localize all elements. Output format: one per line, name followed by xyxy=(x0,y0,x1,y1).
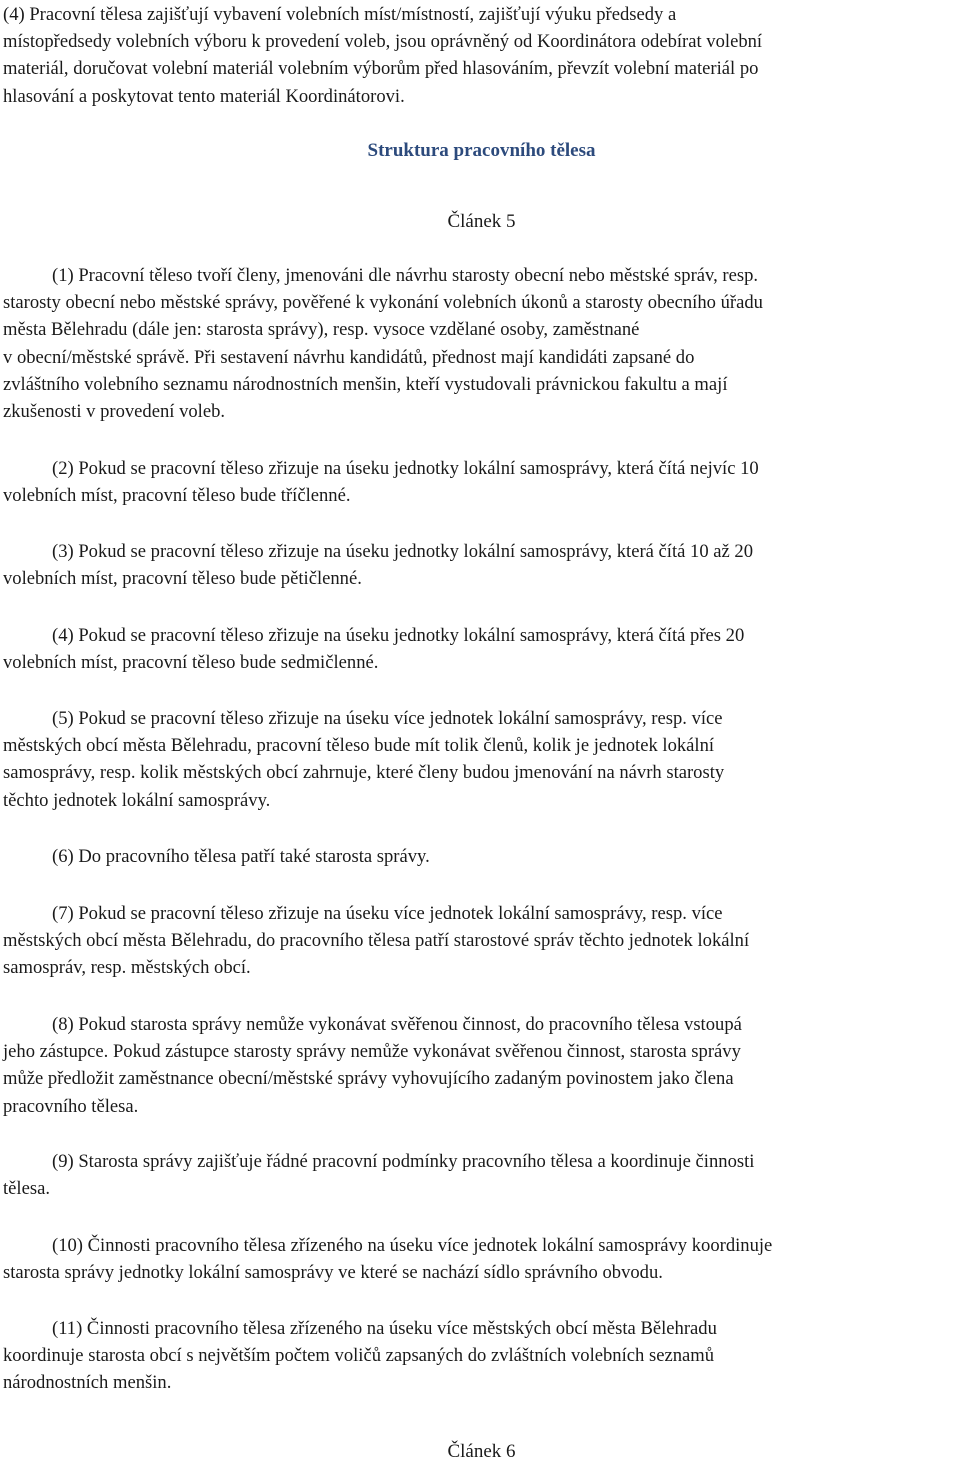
paragraph-9 xyxy=(3,1148,960,1202)
text-line: (10) Činnosti pracovního tělesa zřízeného na úseku více jednotek lokální samosprávy koordinuje xyxy=(52,1235,773,1256)
text-line: zvláštního volebního seznamu národnostních menšin, kteří vystudovali právnickou fakultu a mají xyxy=(3,373,728,395)
text-line: (7) Pokud se pracovní těleso zřizuje na úseku více jednotek lokální samosprávy, resp. více xyxy=(52,903,723,924)
text-line: materiál, doručovat volební materiál volebním výborům před hlasováním, převzít volební materiál po xyxy=(3,58,759,80)
intro-paragraph xyxy=(3,1,960,110)
text-line: starosta správy jednotky lokální samosprávy ve které se nachází sídlo správního obvodu. xyxy=(3,1262,663,1284)
text-line: koordinuje starosta obcí s největším počtem voličů zapsaných do zvláštních volebních seznamů xyxy=(3,1345,715,1367)
text-line: národnostních menšin. xyxy=(3,1372,172,1394)
text-line: může předložit zaměstnance obecní/městské správy vyhovujícího zadaným povinostem jako člena xyxy=(3,1068,734,1090)
paragraph-4 xyxy=(3,622,960,676)
text-line: městských obcí města Bělehradu, do pracovního tělesa patří starostové správ těchto jednotek lokální xyxy=(3,930,750,952)
text-line: (3) Pokud se pracovní těleso zřizuje na úseku jednotky lokální samosprávy, která čítá 10 až 20 xyxy=(52,541,754,562)
paragraph-8 xyxy=(3,1011,960,1120)
text-line: volebních míst, pracovní těleso bude tříčlenné. xyxy=(3,485,351,507)
paragraph-6 xyxy=(3,843,960,870)
text-line: tělesa. xyxy=(3,1178,50,1200)
text-line: města Bělehradu (dále jen: starosta správy), resp. vysoce vzdělané osoby, zaměstnané xyxy=(3,319,640,341)
text-line: samospráv, resp. městských obcí. xyxy=(3,957,251,979)
article-6-heading: Článek 6 xyxy=(447,1441,516,1462)
text-line: v obecní/městské správě. Při sestavení návrhu kandidátů, přednost mají kandidáti zapsané do xyxy=(3,346,695,368)
text-line: pracovního tělesa. xyxy=(3,1095,139,1117)
text-line: místopředsedy volebních výboru k provedení voleb, jsou oprávněný od Koordinátora odebírat volební xyxy=(3,31,763,53)
article-5-heading: Článek 5 xyxy=(447,211,516,232)
text-line: městských obcí města Bělehradu, pracovní těleso bude mít tolik členů, kolik je jednotek lokální xyxy=(3,735,715,757)
text-line: (6) Do pracovního tělesa patří také starosta správy. xyxy=(52,846,430,867)
paragraph-1 xyxy=(3,262,960,425)
text-line: (11) Činnosti pracovního tělesa zřízeného na úseku více městských obcí města Bělehradu xyxy=(52,1318,717,1339)
paragraph-2 xyxy=(3,455,960,509)
text-line: samosprávy, resp. kolik městských obcí zahrnuje, které členy budou jmenování na návrh starosty xyxy=(3,762,725,784)
paragraph-5 xyxy=(3,705,960,814)
text-line: (4) Pracovní tělesa zajišťují vybavení volebních míst/místností, zajišťují výuku předsedy a xyxy=(3,4,677,25)
text-line: starosty obecní nebo městské správy, pověřené k vykonání volebních úkonů a starosty obecního úřadu xyxy=(3,292,763,314)
text-line: (4) Pokud se pracovní těleso zřizuje na úseku jednotky lokální samosprávy, která čítá přes 20 xyxy=(52,625,745,646)
text-line: volebních míst, pracovní těleso bude pětičlenné. xyxy=(3,568,362,590)
text-line: zkušenosti v provedení voleb. xyxy=(3,401,226,423)
section-title: Struktura pracovního tělesa xyxy=(367,140,596,161)
text-line: (8) Pokud starosta správy nemůže vykonávat svěřenou činnost, do pracovního tělesa vstoupá xyxy=(52,1014,742,1035)
paragraph-10 xyxy=(3,1232,960,1286)
text-line: volebních míst, pracovní těleso bude sedmičlenné. xyxy=(3,652,379,674)
text-line: hlasování a poskytovat tento materiál Koordinátorovi. xyxy=(3,85,405,107)
text-line: jeho zástupce. Pokud zástupce starosty správy nemůže vykonávat svěřenou činnost, starosta správy xyxy=(3,1041,741,1063)
paragraph-7 xyxy=(3,900,960,982)
text-line: (9) Starosta správy zajišťuje řádné pracovní podmínky pracovního tělesa a koordinuje činnosti xyxy=(52,1151,755,1172)
paragraph-11 xyxy=(3,1315,960,1397)
text-line: (2) Pokud se pracovní těleso zřizuje na úseku jednotky lokální samosprávy, která čítá nejvíc 10 xyxy=(52,458,759,479)
text-line: těchto jednotek lokální samosprávy. xyxy=(3,789,271,811)
paragraph-3 xyxy=(3,538,960,592)
text-line: (1) Pracovní těleso tvoří členy, jmenováni dle návrhu starosty obecní nebo městské správ, resp. xyxy=(52,265,759,286)
text-line: (5) Pokud se pracovní těleso zřizuje na úseku více jednotek lokální samosprávy, resp. více xyxy=(52,708,723,729)
